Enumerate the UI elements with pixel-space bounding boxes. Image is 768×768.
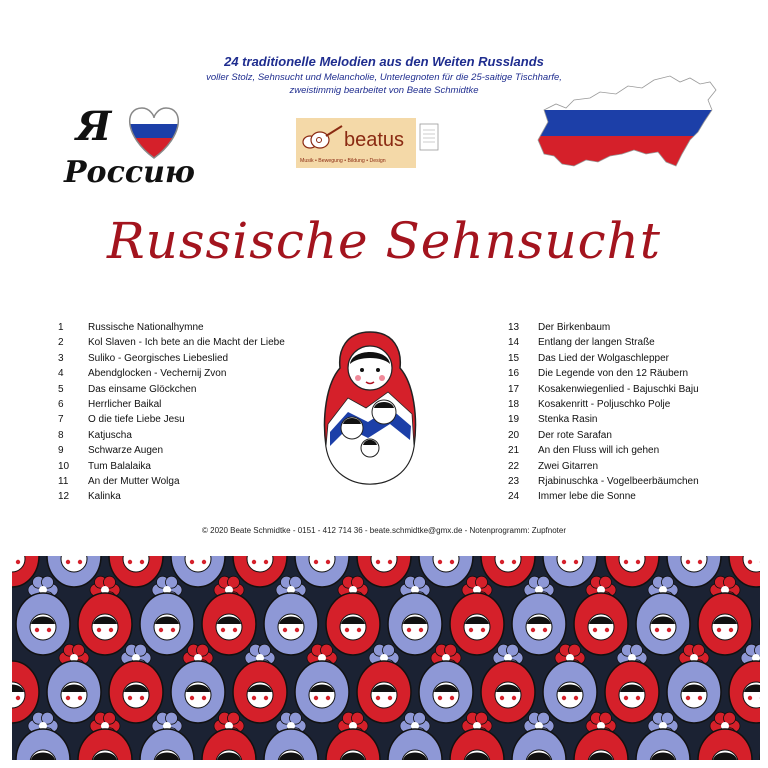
song-item: [58, 321, 204, 335]
song-title: Kosakenritt - Poljuschko Polje: [538, 399, 671, 410]
song-title: Russische Nationalhymne: [88, 322, 204, 333]
matryoshka-icon: [318, 328, 422, 488]
song-item: [508, 444, 659, 458]
logo-word-rossiyu: Россию: [64, 155, 195, 190]
song-title: Abendglocken - Vechernij Zvon: [88, 368, 227, 380]
song-number: 5: [58, 383, 64, 395]
song-item: [58, 367, 226, 381]
song-title: Immer lebe die Sonne: [538, 491, 636, 503]
header-subtitle-line-2: zweistimmig bearbeitet von Beate Schmidtke: [289, 85, 479, 96]
song-number: 11: [58, 476, 69, 487]
russia-flag-map-icon: [530, 70, 720, 190]
song-item: [58, 336, 285, 350]
song-number: 20: [508, 429, 520, 441]
beatus-logo: [296, 118, 444, 168]
song-item: [508, 321, 610, 335]
song-item: [58, 490, 121, 504]
song-item: [508, 413, 597, 427]
song-title: Kalinka: [88, 491, 121, 503]
song-title: Suliko - Georgisches Liebeslied: [88, 352, 229, 364]
song-number: 14: [508, 337, 520, 349]
song-title: Tum Balalaika: [88, 460, 151, 472]
song-number: 1: [58, 322, 64, 333]
song-title: Kol Slaven - Ich bete an die Macht der Liebe: [88, 337, 285, 349]
song-title: Zwei Gitarren: [538, 460, 599, 472]
song-number: 6: [58, 399, 64, 410]
song-item: [508, 398, 670, 412]
sheet-music-icon: [420, 124, 438, 150]
song-item: [58, 352, 228, 366]
main-title: Russische Sehnsucht: [107, 212, 661, 270]
song-title: Das Lied der Wolgaschlepper: [538, 352, 670, 364]
song-number: 9: [58, 445, 64, 457]
beatus-logo-tagline: Musik • Bewegung • Bildung • Design: [300, 158, 386, 164]
song-number: 15: [508, 352, 520, 364]
song-number: 8: [58, 429, 64, 441]
header-title: 24 traditionelle Melodien aus den Weiten Russlands: [224, 54, 544, 69]
song-title: Die Legende von den 12 Räubern: [538, 368, 689, 380]
beatus-logo-name: beatus: [344, 129, 405, 151]
logo-letter-ja: Я: [76, 103, 112, 150]
song-item: [58, 444, 163, 458]
song-item: [508, 367, 688, 381]
song-title: Rjabinuschka - Vogelbeerbäumchen: [538, 476, 699, 487]
song-number: 4: [58, 368, 64, 380]
song-item: [58, 383, 196, 397]
song-title: Das einsame Glöckchen: [88, 383, 197, 395]
song-number: 16: [508, 368, 520, 380]
song-number: 22: [508, 460, 520, 472]
song-number: 10: [58, 460, 70, 472]
ja-rossiyu-logo: [58, 100, 208, 196]
song-item: [508, 490, 636, 504]
song-title: Der rote Sarafan: [538, 429, 612, 441]
song-title: O die tiefe Liebe Jesu: [88, 414, 185, 426]
song-number: 24: [508, 491, 520, 503]
song-title: Entlang der langen Straße: [538, 337, 655, 349]
song-number: 21: [508, 445, 520, 457]
matryoshka-pattern: [12, 556, 760, 760]
song-number: 7: [58, 414, 64, 426]
song-title: An der Mutter Wolga: [88, 476, 180, 487]
song-title: Schwarze Augen: [88, 445, 164, 457]
song-item: [58, 413, 185, 427]
header-subtitle-line-1: voller Stolz, Sehnsucht und Melancholie, Unterlegnoten für die 25-saitige Tischharfe,: [206, 72, 562, 83]
song-item: [508, 429, 612, 443]
song-item: [508, 475, 699, 489]
song-item: [58, 475, 180, 489]
song-number: 2: [58, 337, 64, 349]
song-item: [508, 460, 598, 474]
song-number: 17: [508, 383, 520, 395]
song-title: Der Birkenbaum: [538, 322, 611, 333]
song-title: Stenka Rasin: [538, 414, 598, 426]
song-item: [508, 352, 669, 366]
song-number: 13: [508, 322, 520, 333]
song-number: 12: [58, 491, 70, 503]
song-title: Katjuscha: [88, 429, 132, 441]
song-number: 23: [508, 476, 520, 487]
song-number: 3: [58, 352, 64, 364]
song-title: Herrlicher Baikal: [88, 399, 162, 410]
song-item: [58, 398, 161, 412]
copyright-line: © 2020 Beate Schmidtke - 0151 - 412 714 36 - beate.schmidtke@gmx.de - Notenprogramm: Zupfnoter: [202, 526, 566, 535]
song-item: [508, 383, 699, 397]
song-item: [508, 336, 655, 350]
song-number: 19: [508, 414, 520, 426]
song-title: Kosakenwiegenlied - Bajuschki Baju: [538, 383, 699, 395]
heart-flag-icon: [124, 106, 186, 160]
song-title: An den Fluss will ich gehen: [538, 445, 660, 457]
song-item: [58, 460, 151, 474]
song-item: [58, 429, 132, 443]
song-number: 18: [508, 399, 520, 410]
